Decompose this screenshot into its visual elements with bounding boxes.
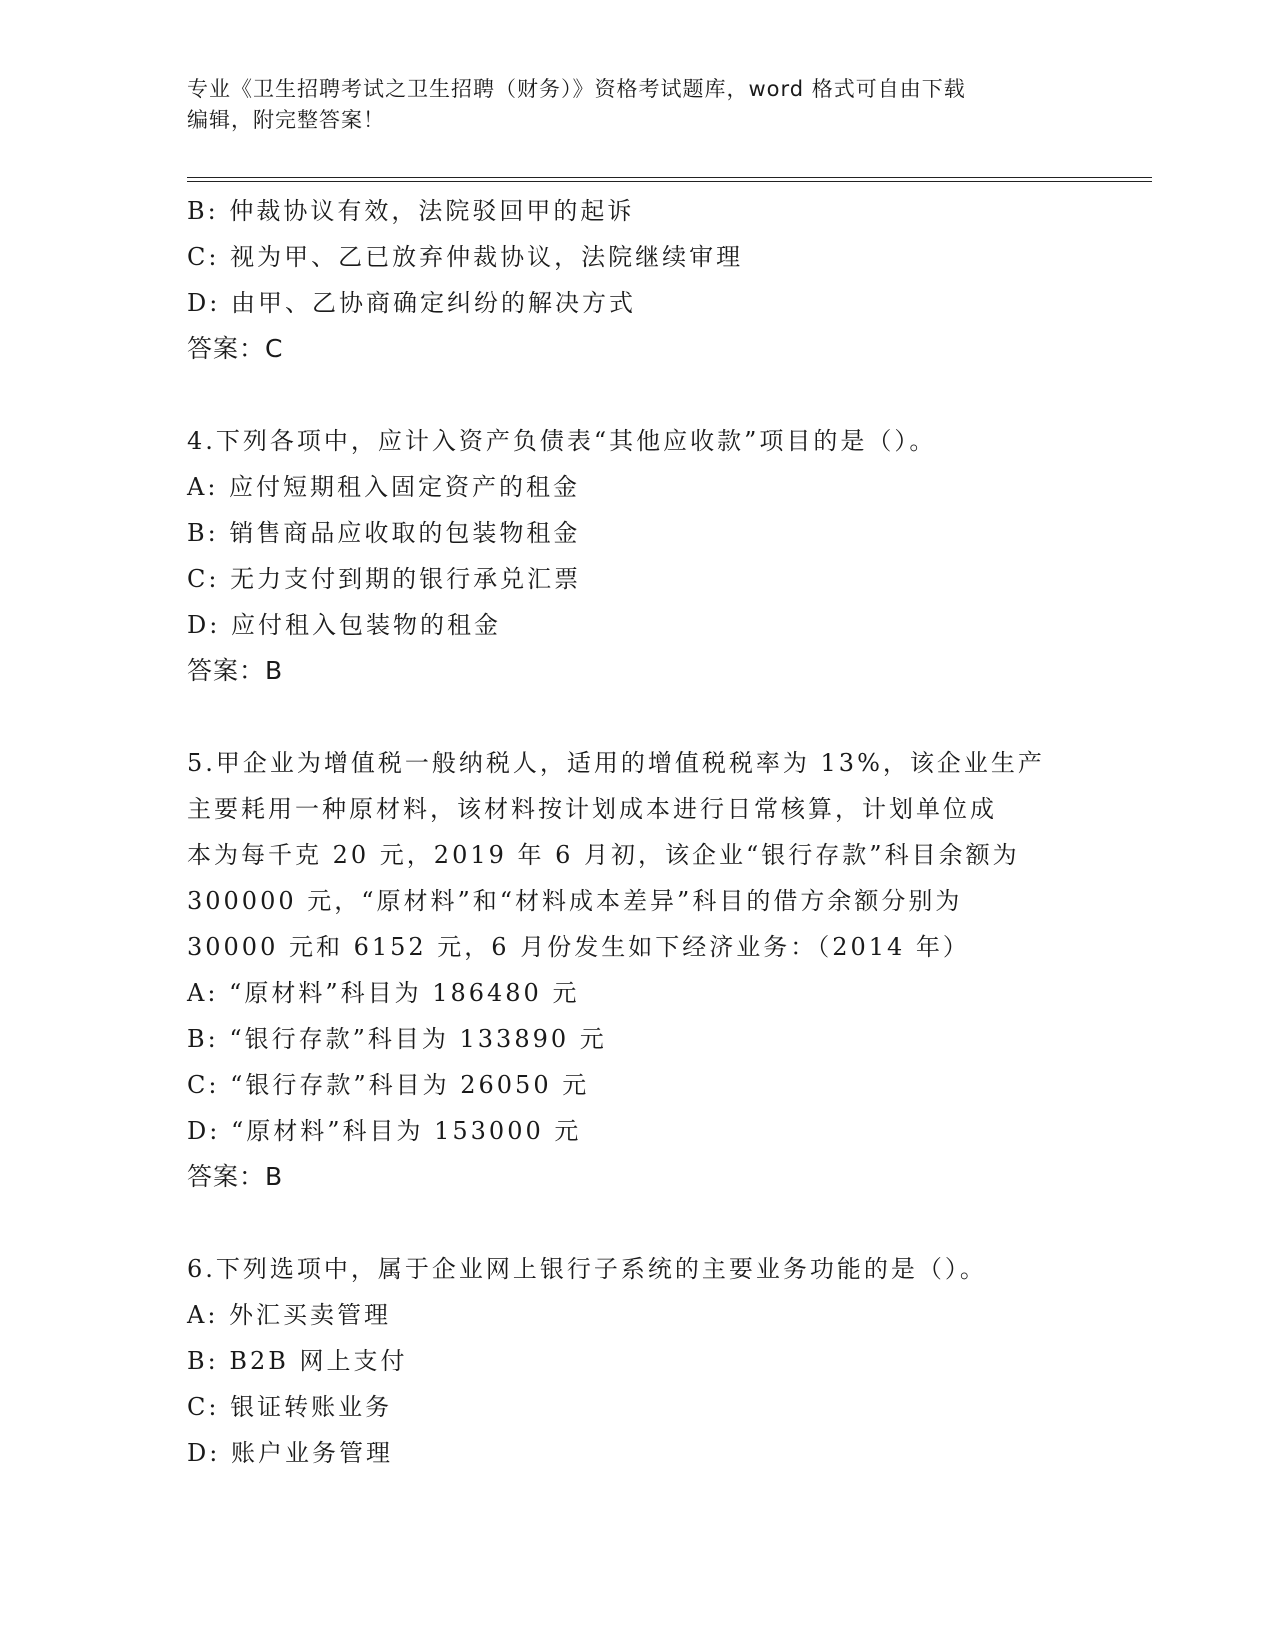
question-4 bbox=[187, 418, 1087, 694]
q5-stem-line-4: 300000 元，“原材料”和“材料成本差异”科目的借方余额分别为 bbox=[187, 887, 963, 915]
q5-option-d: D: “原材料”科目为 153000 元 bbox=[187, 1117, 582, 1145]
q5-stem-line-2: 主要耗用一种原材料，该材料按计划成本进行日常核算，计划单位成 bbox=[187, 795, 997, 823]
q4-stem: 4.下列各项中，应计入资产负债表“其他应收款”项目的是（）。 bbox=[187, 427, 937, 455]
q6-option-b: B: B2B 网上支付 bbox=[187, 1347, 408, 1375]
header-line-1: 专业《卫生招聘考试之卫生招聘（财务）》资格考试题库，word 格式可自由下载 bbox=[187, 77, 966, 101]
q5-answer: 答案：B bbox=[187, 1162, 284, 1191]
q5-option-a: A: “原材料”科目为 186480 元 bbox=[187, 979, 580, 1007]
q4-option-c: C: 无力支付到期的银行承兑汇票 bbox=[187, 565, 582, 593]
q3-answer: 答案：C bbox=[187, 334, 284, 363]
q6-stem: 6.下列选项中，属于企业网上银行子系统的主要业务功能的是（）。 bbox=[187, 1255, 987, 1283]
header-line-2: 编辑，附完整答案！ bbox=[187, 108, 385, 132]
question-list bbox=[187, 188, 1087, 1476]
q4-option-a: A: 应付短期租入固定资产的租金 bbox=[187, 473, 581, 501]
spacer bbox=[187, 694, 1087, 740]
q5-option-b: B: “银行存款”科目为 133890 元 bbox=[187, 1025, 607, 1053]
question-5 bbox=[187, 740, 1087, 1200]
document-header bbox=[187, 74, 1067, 136]
q5-stem-line-3: 本为每千克 20 元，2019 年 6 月初，该企业“银行存款”科目余额为 bbox=[187, 841, 1020, 869]
q3-option-c: C: 视为甲、乙已放弃仲裁协议，法院继续审理 bbox=[187, 243, 744, 271]
q5-stem-line-5: 30000 元和 6152 元，6 月份发生如下经济业务：（2014 年） bbox=[187, 933, 970, 961]
header-divider bbox=[187, 177, 1152, 182]
question-6 bbox=[187, 1246, 1087, 1476]
q6-option-a: A: 外汇买卖管理 bbox=[187, 1301, 392, 1329]
q3-option-d: D: 由甲、乙协商确定纠纷的解决方式 bbox=[187, 289, 636, 317]
q4-option-b: B: 销售商品应收取的包装物租金 bbox=[187, 519, 581, 547]
q5-stem-line-1: 5.甲企业为增值税一般纳税人，适用的增值税税率为 13%，该企业生产 bbox=[187, 749, 1045, 777]
q4-option-d: D: 应付租入包装物的租金 bbox=[187, 611, 501, 639]
q3-option-b: B: 仲裁协议有效，法院驳回甲的起诉 bbox=[187, 197, 635, 225]
q6-option-d: D: 账户业务管理 bbox=[187, 1439, 393, 1467]
spacer bbox=[187, 1200, 1087, 1246]
q5-option-c: C: “银行存款”科目为 26050 元 bbox=[187, 1071, 590, 1099]
spacer bbox=[187, 372, 1087, 418]
q6-option-c: C: 银证转账业务 bbox=[187, 1393, 393, 1421]
question-3 bbox=[187, 188, 1087, 372]
q4-answer: 答案：B bbox=[187, 656, 284, 685]
